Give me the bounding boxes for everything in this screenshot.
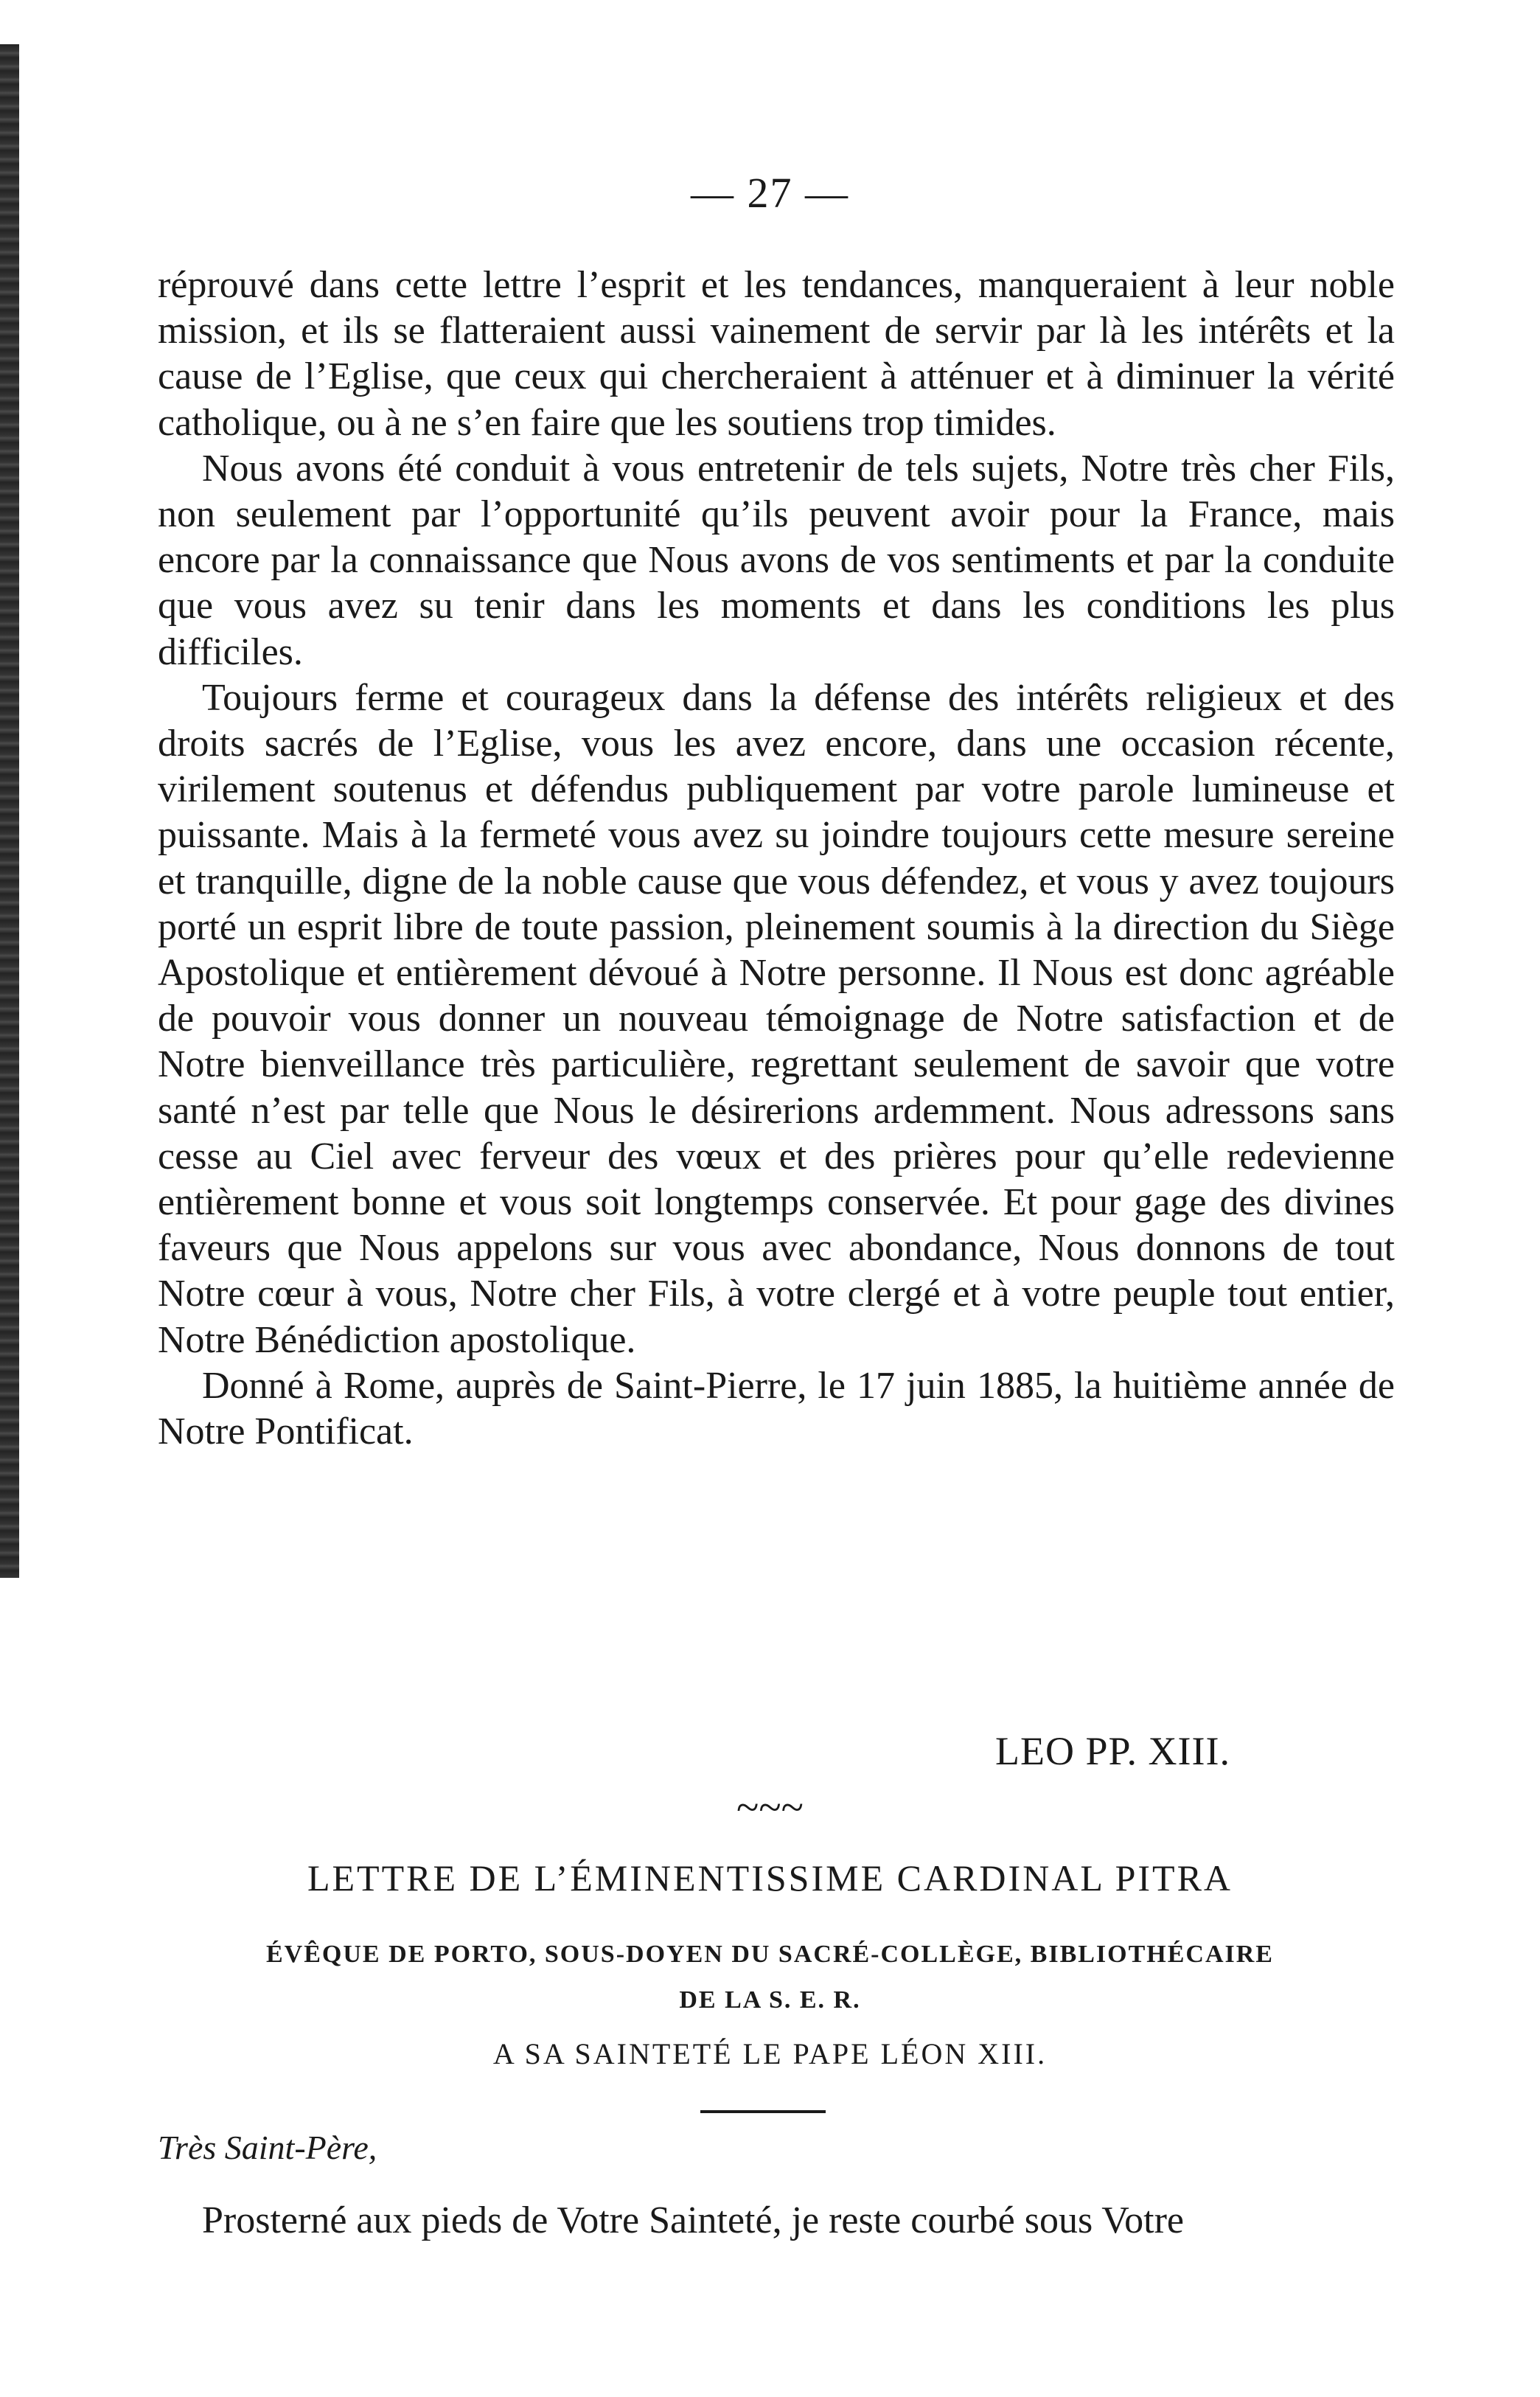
opening-line: Prosterné aux pieds de Votre Sainteté, je reste courbé sous Votre <box>202 2199 1184 2241</box>
paragraph-3: Toujours ferme et courageux dans la défense des intérêts religieux et des droits sacrés de l’Eglise, vous les avez encore, dans une occasion récente, virilement soutenus et défendus publiquement par votre parole lumineuse et puissante. Mais à la fermeté vous avez su joindre toujours cette mesure sereine et tranquille, digne de la noble cause que vous défendez, et vous y avez toujours porté un esprit libre de toute passion, pleinement soumis à la direction du Siège Apostolique et entièrement dévoué à Notre personne. Il Nous est donc agréable de pouvoir vous donner un nouveau témoignage de Notre satisfaction et de Notre bienveillance très particulière, regrettant seulement de savoir que votre santé n’est par telle que Nous le désirerions ardemment. Nous adressons sans cesse au Ciel avec ferveur des vœux et des prières pour qu’elle redevienne entièrement bonne et vous soit longtemps conservée. Et pour gage des divines faveurs que Nous appelons sur vous avec abondance, Nous donnons de tout Notre cœur à vous, Notre cher Fils, à votre clergé et à votre peuple tout entier, Notre Bénédiction apostolique. <box>158 676 1395 1361</box>
dating-paragraph: Donné à Rome, auprès de Saint-Pierre, le 17 juin 1885, la huitième année de Notre Pontificat. <box>158 1364 1395 1453</box>
fleuron-ornament: ~~~ <box>736 1785 804 1831</box>
page-number: — 27 — <box>691 169 849 217</box>
signature: LEO PP. XIII. <box>995 1729 1230 1773</box>
section-title: LETTRE DE L’ÉMINENTISSIME CARDINAL PITRA <box>307 1857 1233 1899</box>
divider-rule <box>700 2110 826 2113</box>
paragraph-continuation: réprouvé dans cette lettre l’esprit et les tendances, manqueraient à leur noble mission, et ils se flatteraient aussi vainement de servir par là les intérêts et la cause de l’Eglise, que ceux qui chercheraient à atténuer et à diminuer la vérité catholique, ou à ne s’en faire que les soutiens trop timides. <box>158 264 1395 444</box>
papal-letter-body <box>158 262 1395 1455</box>
section-subtitle-line-1: ÉVÊQUE DE PORTO, SOUS-DOYEN DU SACRÉ-COLLÈGE, BIBLIOTHÉCAIRE <box>266 1941 1274 1968</box>
section-subtitle-line-2: DE LA S. E. R. <box>679 1986 861 2014</box>
scan-binding-edge <box>0 44 19 1578</box>
salutation: Très Saint-Père, <box>158 2129 377 2166</box>
addressee: A SA SAINTETÉ LE PAPE LÉON XIII. <box>492 2037 1048 2070</box>
paragraph-2: Nous avons été conduit à vous entretenir de tels sujets, Notre très cher Fils, non seulement par l’opportunité qu’ils peuvent avoir pour la France, mais encore par la connaissance que Nous avons de vos sentiments et par la conduite que vous avez su tenir dans les moments et dans les conditions les plus difficiles. <box>158 447 1395 673</box>
